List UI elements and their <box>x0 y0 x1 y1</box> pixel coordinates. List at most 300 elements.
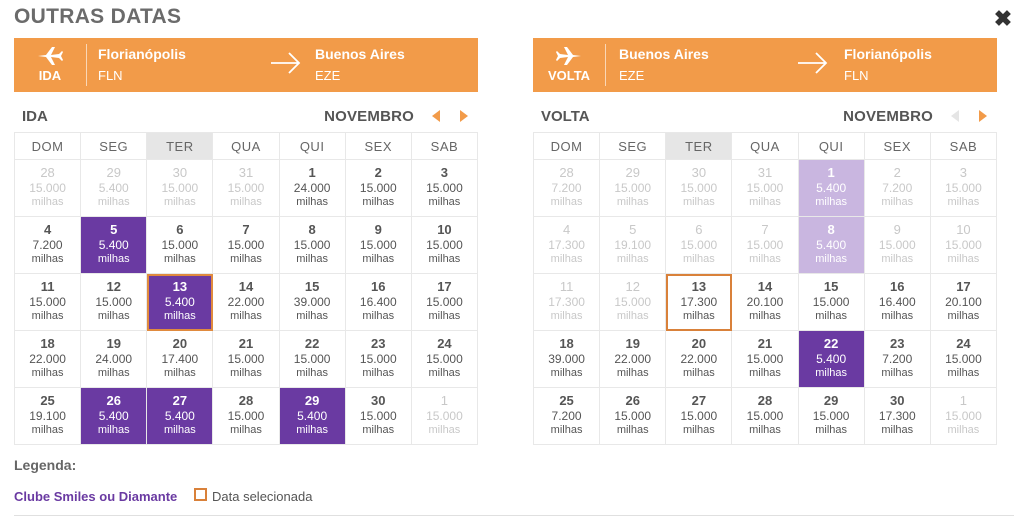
calendar-day-cell[interactable] <box>930 160 996 217</box>
price-unit: milhas <box>230 196 262 208</box>
calendar-day-cell[interactable] <box>534 160 600 217</box>
price-unit: milhas <box>815 367 848 379</box>
day-number: 18 <box>40 336 55 351</box>
calendar-day-cell[interactable] <box>279 217 345 274</box>
outbound-calendar-header <box>14 92 478 132</box>
chevron-right-icon[interactable] <box>460 110 468 122</box>
day-price: 20.100 <box>746 295 784 309</box>
weekday-header: QUI <box>798 133 864 160</box>
day-number: 20 <box>691 336 707 351</box>
calendar-day-cell[interactable] <box>411 160 477 217</box>
day-price: 15.000 <box>293 352 331 366</box>
origin-code: EZE <box>619 68 645 83</box>
arrow-right-icon <box>270 50 302 76</box>
day-number: 4 <box>562 222 571 237</box>
day-price: 22.000 <box>614 352 652 366</box>
day-price: 15.000 <box>227 238 265 252</box>
calendar-day-cell[interactable] <box>864 388 930 445</box>
calendar-day-cell[interactable] <box>930 388 996 445</box>
day-number: 18 <box>559 336 574 351</box>
price-unit: milhas <box>749 424 781 436</box>
day-number: 29 <box>304 393 320 408</box>
calendar-week-row <box>534 217 997 274</box>
price-unit: milhas <box>815 310 848 322</box>
day-number: 28 <box>559 165 574 180</box>
day-price: 22.000 <box>29 352 66 366</box>
price-unit: milhas <box>428 367 461 379</box>
day-number: 12 <box>106 279 121 294</box>
price-unit: milhas <box>881 310 914 322</box>
price-unit: milhas <box>362 253 395 265</box>
weekday-header: QUA <box>213 133 279 160</box>
weekday-header: QUA <box>732 133 798 160</box>
day-number: 26 <box>625 393 640 408</box>
price-unit: milhas <box>881 367 914 379</box>
calendar-day-cell[interactable] <box>732 331 798 388</box>
calendar-day-cell[interactable] <box>345 274 411 331</box>
day-number: 16 <box>890 279 905 294</box>
calendar-day-cell[interactable] <box>666 274 732 331</box>
day-number: 11 <box>40 279 55 294</box>
calendar-day-cell[interactable] <box>798 274 864 331</box>
price-unit: milhas <box>428 310 461 322</box>
calendar-day-cell[interactable] <box>732 160 798 217</box>
calendar-day-cell[interactable] <box>864 331 930 388</box>
day-number: 28 <box>238 393 254 408</box>
calendar-day-cell[interactable] <box>345 160 411 217</box>
day-price: 7.200 <box>882 352 913 366</box>
weekday-header: SEG <box>81 133 147 160</box>
day-price: 15.000 <box>29 295 66 309</box>
day-price: 15.000 <box>227 181 265 195</box>
day-price: 15.000 <box>426 238 463 252</box>
price-unit: milhas <box>815 424 848 436</box>
day-number: 22 <box>823 336 839 351</box>
calendar-day-cell[interactable] <box>732 217 798 274</box>
calendar-week-row <box>15 331 478 388</box>
day-number: 16 <box>371 279 386 294</box>
day-number: 6 <box>176 222 184 237</box>
calendar-day-cell[interactable] <box>147 388 213 445</box>
price-unit: milhas <box>550 424 583 436</box>
calendar-day-cell[interactable] <box>798 217 864 274</box>
divider <box>14 515 1014 516</box>
day-number: 14 <box>238 279 254 294</box>
day-price: 22.000 <box>680 352 718 366</box>
day-price: 15.000 <box>746 352 784 366</box>
calendar-day-cell[interactable] <box>534 388 600 445</box>
outbound-month: NOVEMBRO <box>324 108 414 125</box>
calendar-day-cell[interactable] <box>930 274 996 331</box>
day-price: 15.000 <box>359 238 397 252</box>
price-unit: milhas <box>428 424 461 436</box>
weekday-header: QUI <box>279 133 345 160</box>
day-price: 15.000 <box>227 352 265 366</box>
chevron-right-icon[interactable] <box>979 110 987 122</box>
day-number: 4 <box>43 222 52 237</box>
day-price: 15.000 <box>426 295 463 309</box>
day-number: 27 <box>172 393 188 408</box>
day-number: 1 <box>308 165 316 180</box>
outbound-calendar <box>14 132 478 445</box>
day-price: 17.300 <box>548 238 585 252</box>
calendar-day-cell[interactable] <box>930 217 996 274</box>
day-price: 15.000 <box>945 409 982 423</box>
outbound-direction-label: IDA <box>38 68 62 83</box>
weekday-header: SEX <box>864 133 930 160</box>
day-price: 7.200 <box>882 181 913 195</box>
calendar-day-cell[interactable] <box>864 217 930 274</box>
weekday-row <box>534 133 997 160</box>
price-unit: milhas <box>616 367 649 379</box>
day-price: 16.400 <box>359 295 397 309</box>
calendar-day-cell[interactable] <box>411 274 477 331</box>
day-number: 29 <box>106 165 121 180</box>
calendar-day-cell[interactable] <box>279 331 345 388</box>
calendar-day-cell[interactable] <box>81 388 147 445</box>
day-price: 15.000 <box>680 409 718 423</box>
price-unit: milhas <box>881 196 914 208</box>
calendar-day-cell[interactable] <box>213 388 279 445</box>
day-price: 15.000 <box>95 295 133 309</box>
calendar-day-cell[interactable] <box>411 388 477 445</box>
calendar-day-cell[interactable] <box>666 217 732 274</box>
price-unit: milhas <box>163 196 196 208</box>
day-number: 15 <box>823 279 839 294</box>
chevron-left-icon[interactable] <box>951 110 959 122</box>
price-unit: milhas <box>749 253 781 265</box>
day-number: 8 <box>308 222 316 237</box>
day-number: 3 <box>959 165 968 180</box>
day-number: 12 <box>625 279 640 294</box>
price-unit: milhas <box>881 253 914 265</box>
calendar-day-cell[interactable] <box>345 388 411 445</box>
day-price: 5.400 <box>98 409 129 423</box>
close-icon[interactable]: ✖ <box>993 6 1013 31</box>
calendar-day-cell[interactable] <box>345 217 411 274</box>
outbound-route-banner <box>14 38 478 92</box>
day-number: 14 <box>757 279 773 294</box>
calendar-day-cell[interactable] <box>81 331 147 388</box>
calendar-day-cell[interactable] <box>81 160 147 217</box>
return-calendar-label: VOLTA <box>541 108 590 125</box>
day-price: 15.000 <box>614 295 652 309</box>
price-unit: milhas <box>815 253 848 265</box>
day-price: 15.000 <box>746 181 784 195</box>
day-price: 15.000 <box>614 409 652 423</box>
day-number: 7 <box>242 222 250 237</box>
calendar-day-cell[interactable] <box>279 160 345 217</box>
calendar-day-cell[interactable] <box>15 217 81 274</box>
weekday-header: DOM <box>15 133 81 160</box>
price-unit: milhas <box>230 367 262 379</box>
price-unit: milhas <box>31 367 64 379</box>
return-calendar-header <box>533 92 997 132</box>
plane-icon <box>555 44 583 66</box>
weekday-header: TER <box>666 133 732 160</box>
destination-code: FLN <box>844 68 869 83</box>
day-number: 17 <box>956 279 971 294</box>
day-price: 7.200 <box>551 409 582 423</box>
price-unit: milhas <box>550 310 583 322</box>
day-number: 29 <box>625 165 640 180</box>
destination-city: Buenos Aires <box>315 46 405 62</box>
price-unit: milhas <box>163 310 196 322</box>
day-price: 15.000 <box>614 181 652 195</box>
calendar-day-cell[interactable] <box>15 160 81 217</box>
price-unit: milhas <box>947 424 980 436</box>
calendar-day-cell[interactable] <box>213 274 279 331</box>
day-price: 24.000 <box>95 352 133 366</box>
price-unit: milhas <box>682 367 715 379</box>
calendar-day-cell[interactable] <box>534 217 600 274</box>
day-number: 13 <box>691 279 707 294</box>
weekday-header: SAB <box>411 133 477 160</box>
calendar-day-cell[interactable] <box>732 274 798 331</box>
calendar-day-cell[interactable] <box>279 388 345 445</box>
price-unit: milhas <box>550 196 583 208</box>
price-unit: milhas <box>749 367 781 379</box>
legend-title: Legenda: <box>14 457 77 473</box>
calendar-day-cell[interactable] <box>345 331 411 388</box>
day-price: 15.000 <box>680 181 718 195</box>
day-number: 23 <box>371 336 386 351</box>
day-number: 10 <box>437 222 452 237</box>
price-unit: milhas <box>947 253 980 265</box>
price-unit: milhas <box>230 310 262 322</box>
price-unit: milhas <box>947 310 980 322</box>
calendar-day-cell[interactable] <box>798 388 864 445</box>
dialog-title: OUTRAS DATAS <box>14 5 182 28</box>
day-number: 25 <box>40 393 55 408</box>
day-price: 5.400 <box>98 238 129 252</box>
weekday-header: SEX <box>345 133 411 160</box>
day-price: 15.000 <box>945 181 982 195</box>
price-unit: milhas <box>616 310 649 322</box>
day-price: 15.000 <box>359 181 397 195</box>
day-price: 15.000 <box>359 352 397 366</box>
day-number: 1 <box>959 393 968 408</box>
return-route-banner <box>533 38 997 92</box>
weekday-header: DOM <box>534 133 600 160</box>
calendar-day-cell[interactable] <box>600 331 666 388</box>
day-number: 25 <box>559 393 574 408</box>
day-price: 7.200 <box>551 181 582 195</box>
calendar-day-cell[interactable] <box>147 160 213 217</box>
calendar-day-cell[interactable] <box>147 331 213 388</box>
day-number: 23 <box>890 336 905 351</box>
return-direction-box <box>533 38 605 92</box>
day-price: 5.400 <box>98 181 129 195</box>
day-number: 10 <box>956 222 971 237</box>
calendar-week-row <box>534 274 997 331</box>
day-price: 19.100 <box>614 238 652 252</box>
calendar-day-cell[interactable] <box>798 331 864 388</box>
day-number: 8 <box>827 222 835 237</box>
price-unit: milhas <box>815 196 848 208</box>
calendar-day-cell[interactable] <box>411 331 477 388</box>
outbound-calendar-label: IDA <box>22 108 48 125</box>
return-calendar <box>533 132 997 445</box>
banner-divider <box>605 44 606 86</box>
price-unit: milhas <box>682 196 715 208</box>
day-number: 28 <box>40 165 55 180</box>
return-direction-label: VOLTA <box>547 68 591 83</box>
plane-icon <box>36 44 64 66</box>
price-unit: milhas <box>682 424 715 436</box>
calendar-day-cell[interactable] <box>930 331 996 388</box>
price-unit: milhas <box>97 196 130 208</box>
price-unit: milhas <box>428 253 461 265</box>
calendar-day-cell[interactable] <box>600 217 666 274</box>
price-unit: milhas <box>947 196 980 208</box>
calendar-day-cell[interactable] <box>600 274 666 331</box>
day-price: 15.000 <box>812 409 850 423</box>
day-price: 15.000 <box>29 181 66 195</box>
calendar-day-cell[interactable] <box>15 388 81 445</box>
calendar-day-cell[interactable] <box>213 160 279 217</box>
day-price: 15.000 <box>426 181 463 195</box>
legend-club-smiles: Clube Smiles ou Diamante <box>14 489 178 504</box>
day-price: 15.000 <box>161 181 199 195</box>
weekday-header: SAB <box>930 133 996 160</box>
destination-code: EZE <box>315 68 341 83</box>
origin-code: FLN <box>98 68 123 83</box>
day-number: 21 <box>757 336 773 351</box>
day-number: 30 <box>691 165 707 180</box>
price-unit: milhas <box>428 196 461 208</box>
calendar-day-cell[interactable] <box>666 160 732 217</box>
day-number: 2 <box>374 165 382 180</box>
price-unit: milhas <box>31 424 64 436</box>
calendar-day-cell[interactable] <box>279 274 345 331</box>
day-price: 39.000 <box>293 295 331 309</box>
day-price: 15.000 <box>227 409 265 423</box>
price-unit: milhas <box>682 253 715 265</box>
origin-city: Florianópolis <box>98 46 186 62</box>
price-unit: milhas <box>97 367 130 379</box>
day-price: 5.400 <box>816 181 847 195</box>
calendar-week-row <box>534 388 997 445</box>
day-price: 17.300 <box>878 409 916 423</box>
calendar-day-cell[interactable] <box>666 331 732 388</box>
day-number: 2 <box>893 165 901 180</box>
day-number: 22 <box>304 336 320 351</box>
calendar-week-row <box>15 274 478 331</box>
day-price: 5.400 <box>816 352 847 366</box>
day-number: 5 <box>629 222 637 237</box>
day-price: 5.400 <box>164 295 195 309</box>
chevron-left-icon[interactable] <box>432 110 440 122</box>
price-unit: milhas <box>749 196 781 208</box>
day-price: 15.000 <box>426 352 463 366</box>
day-number: 31 <box>757 165 773 180</box>
day-number: 3 <box>440 165 449 180</box>
day-number: 28 <box>757 393 773 408</box>
price-unit: milhas <box>362 367 395 379</box>
day-price: 7.200 <box>32 238 63 252</box>
day-number: 30 <box>371 393 386 408</box>
calendar-day-cell[interactable] <box>213 217 279 274</box>
day-price: 5.400 <box>297 409 328 423</box>
calendar-week-row <box>534 331 997 388</box>
arrow-right-icon <box>797 50 829 76</box>
calendar-week-row <box>15 388 478 445</box>
calendar-day-cell[interactable] <box>600 388 666 445</box>
calendar-day-cell[interactable] <box>81 274 147 331</box>
calendar-day-cell[interactable] <box>600 160 666 217</box>
calendar-day-cell[interactable] <box>81 217 147 274</box>
calendar-day-cell[interactable] <box>798 160 864 217</box>
day-price: 15.000 <box>359 409 397 423</box>
day-number: 1 <box>827 165 835 180</box>
day-price: 15.000 <box>746 409 784 423</box>
calendar-week-row <box>15 160 478 217</box>
calendar-day-cell[interactable] <box>15 331 81 388</box>
price-unit: milhas <box>550 253 583 265</box>
calendar-day-cell[interactable] <box>732 388 798 445</box>
calendar-day-cell[interactable] <box>534 331 600 388</box>
calendar-day-cell[interactable] <box>213 331 279 388</box>
day-number: 9 <box>893 222 901 237</box>
calendar-day-cell[interactable] <box>534 274 600 331</box>
day-number: 19 <box>625 336 640 351</box>
day-number: 17 <box>437 279 452 294</box>
price-unit: milhas <box>163 367 196 379</box>
price-unit: milhas <box>163 253 196 265</box>
weekday-header: TER <box>147 133 213 160</box>
price-unit: milhas <box>550 367 583 379</box>
day-number: 27 <box>691 393 707 408</box>
legend-selected-swatch <box>194 488 207 501</box>
day-price: 15.000 <box>878 238 916 252</box>
day-number: 31 <box>238 165 254 180</box>
price-unit: milhas <box>616 424 649 436</box>
day-price: 15.000 <box>680 238 718 252</box>
calendar-day-cell[interactable] <box>15 274 81 331</box>
day-price: 24.000 <box>293 181 331 195</box>
price-unit: milhas <box>31 310 64 322</box>
day-price: 20.100 <box>945 295 982 309</box>
day-number: 29 <box>823 393 839 408</box>
price-unit: milhas <box>31 196 64 208</box>
price-unit: milhas <box>616 253 649 265</box>
calendar-day-cell[interactable] <box>147 274 213 331</box>
banner-divider <box>86 44 87 86</box>
price-unit: milhas <box>97 253 130 265</box>
day-number: 13 <box>172 279 188 294</box>
day-price: 15.000 <box>746 238 784 252</box>
day-number: 24 <box>437 336 452 351</box>
calendar-day-cell[interactable] <box>411 217 477 274</box>
outbound-panel <box>14 38 478 445</box>
day-number: 30 <box>890 393 905 408</box>
day-price: 15.000 <box>945 238 982 252</box>
calendar-day-cell[interactable] <box>666 388 732 445</box>
day-price: 15.000 <box>945 352 982 366</box>
calendar-day-cell[interactable] <box>864 274 930 331</box>
calendar-day-cell[interactable] <box>864 160 930 217</box>
day-price: 22.000 <box>227 295 265 309</box>
calendar-day-cell[interactable] <box>147 217 213 274</box>
price-unit: milhas <box>296 310 329 322</box>
price-unit: milhas <box>296 367 329 379</box>
day-number: 9 <box>374 222 382 237</box>
day-price: 15.000 <box>293 238 331 252</box>
day-number: 26 <box>106 393 121 408</box>
day-number: 1 <box>440 393 449 408</box>
day-price: 5.400 <box>164 409 195 423</box>
